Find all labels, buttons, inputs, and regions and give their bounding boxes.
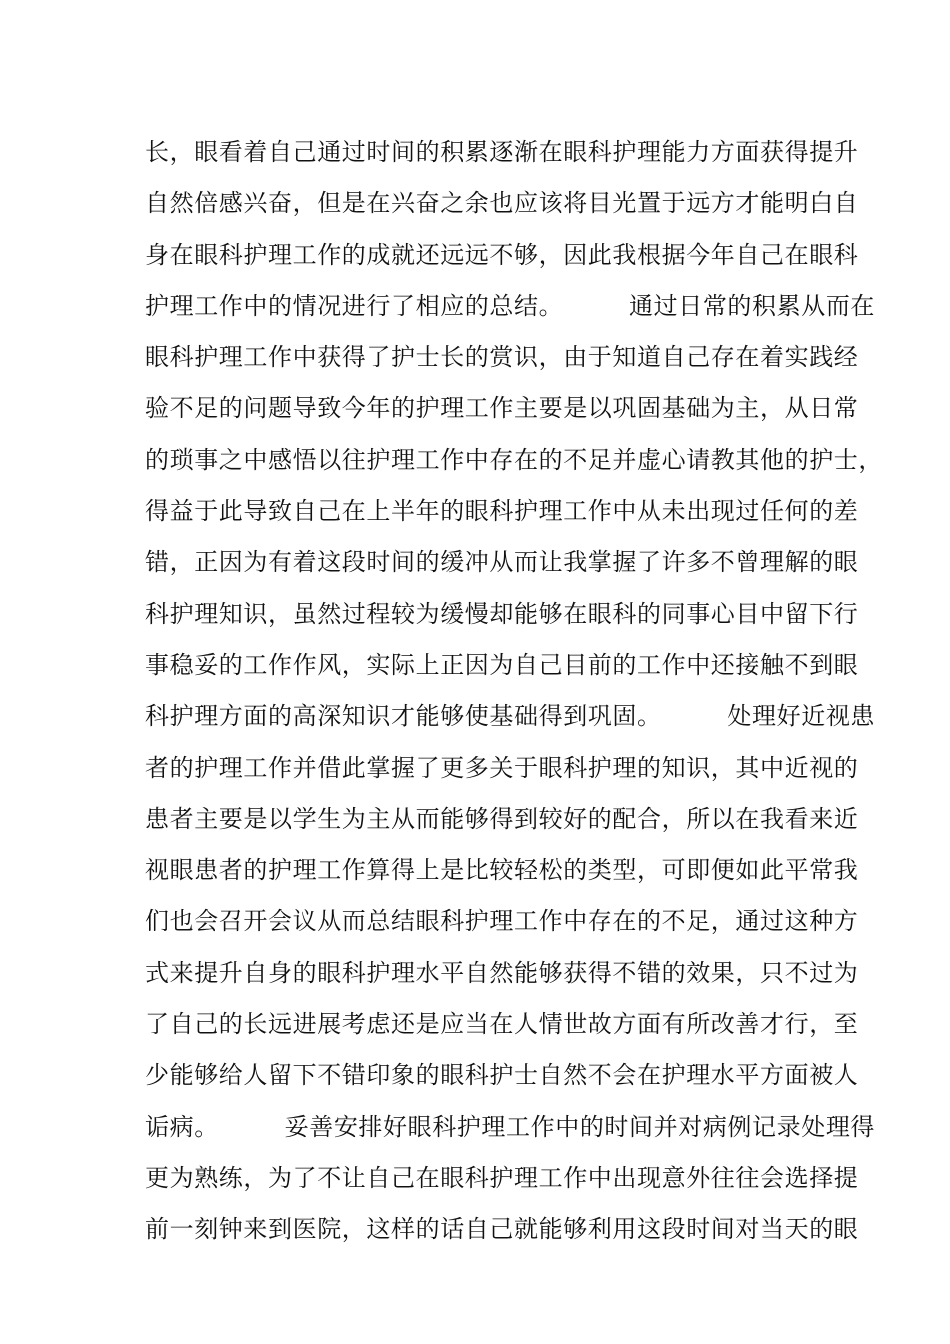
text-line: 眼科护理工作中获得了护士长的赏识，由于知道自己存在着实践经 <box>145 343 859 372</box>
text-line: 科护理方面的高深知识才能够使基础得到巩固。 处理好近视患 <box>145 702 876 731</box>
text-line: 护理工作中的情况进行了相应的总结。 通过日常的积累从而在 <box>145 291 876 320</box>
text-line: 们也会召开会议从而总结眼科护理工作中存在的不足，通过这种方 <box>145 907 859 936</box>
text-line: 事稳妥的工作作风，实际上正因为自己目前的工作中还接触不到眼 <box>145 650 859 679</box>
text-line: 视眼患者的护理工作算得上是比较轻松的类型，可即便如此平常我 <box>145 856 859 885</box>
text-line: 患者主要是以学生为主从而能够得到较好的配合，所以在我看来近 <box>145 804 859 833</box>
text-line: 少能够给人留下不错印象的眼科护士自然不会在护理水平方面被人 <box>145 1061 859 1090</box>
text-line: 前一刻钟来到医院，这样的话自己就能够利用这段时间对当天的眼 <box>145 1215 859 1244</box>
text-line: 者的护理工作并借此掌握了更多关于眼科护理的知识，其中近视的 <box>145 753 859 782</box>
text-line: 式来提升自身的眼科护理水平自然能够获得不错的效果，只不过为 <box>145 958 859 987</box>
text-line: 科护理知识，虽然过程较为缓慢却能够在眼科的同事心目中留下行 <box>145 599 859 628</box>
text-line: 身在眼科护理工作的成就还远远不够，因此我根据今年自己在眼科 <box>145 240 859 269</box>
text-line: 的琐事之中感悟以往护理工作中存在的不足并虚心请教其他的护士， <box>145 445 883 474</box>
text-line: 错，正因为有着这段时间的缓冲从而让我掌握了许多不曾理解的眼 <box>145 548 859 577</box>
text-line: 得益于此导致自己在上半年的眼科护理工作中从未出现过任何的差 <box>145 497 859 526</box>
text-line: 更为熟练，为了不让自己在眼科护理工作中出现意外往往会选择提 <box>145 1163 859 1192</box>
text-line: 验不足的问题导致今年的护理工作主要是以巩固基础为主，从日常 <box>145 394 859 423</box>
text-line: 自然倍感兴奋，但是在兴奋之余也应该将目光置于远方才能明白自 <box>145 189 859 218</box>
text-line: 长，眼看着自己通过时间的积累逐渐在眼科护理能力方面获得提升 <box>145 138 859 166</box>
body-text <box>145 132 883 1261</box>
text-line: 诟病。 妥善安排好眼科护理工作中的时间并对病例记录处理得 <box>145 1112 876 1141</box>
text-line: 了自己的长远进展考虑还是应当在人情世故方面有所改善才行，至 <box>145 1010 859 1039</box>
